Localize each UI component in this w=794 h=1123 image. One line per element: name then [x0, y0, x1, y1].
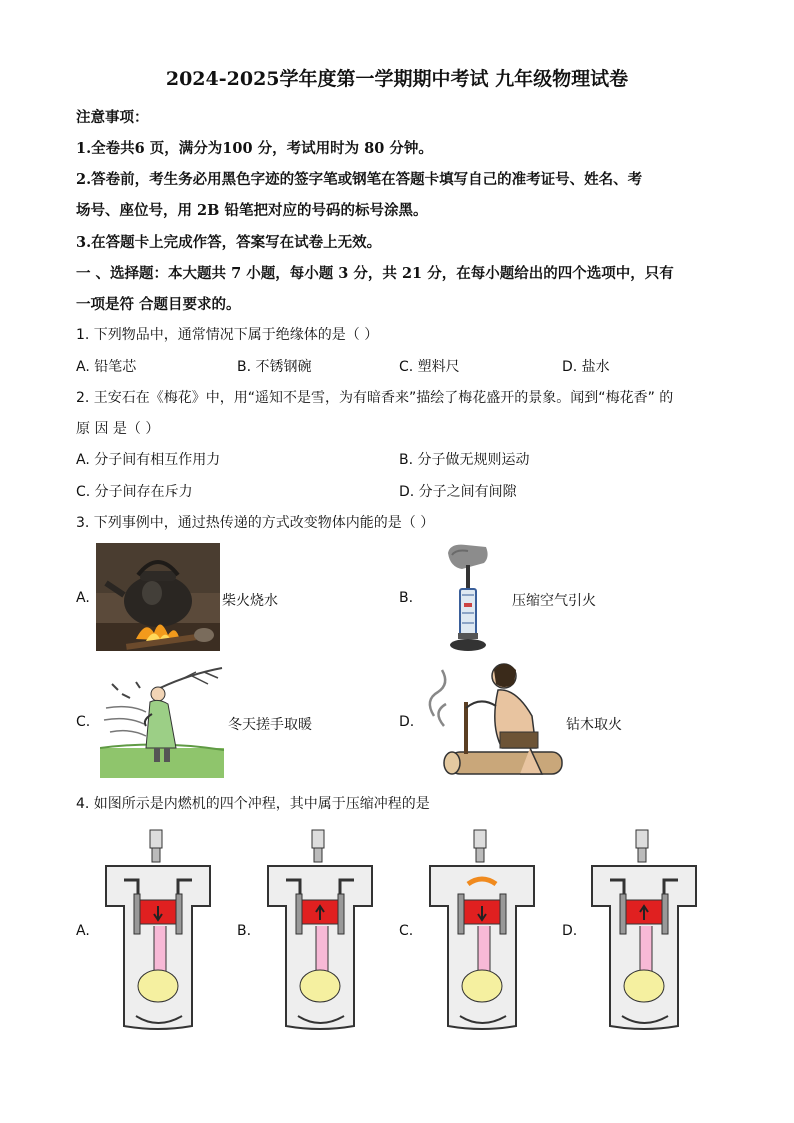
q3-option-c-caption: 冬天搓手取暖	[228, 717, 312, 733]
section-heading: 一 、选择题：本大题共 7 小题，每小题 3 分，共 21 分，在每小题给出的四个选项中，只有	[76, 265, 674, 282]
q4-option-b-letter: B.	[237, 923, 252, 939]
q3-stem: 3. 下列事例中，通过热传递的方式改变物体内能的是（ ）	[76, 515, 435, 531]
notice-item-2: 2.答卷前，考生务必用黑色字迹的签字笔或钢笔在答题卡填写自己的准考证号、姓名、考	[76, 171, 643, 188]
q2-option-d: D. 分子之间有间隙	[399, 484, 517, 500]
q3-option-d-caption: 钻木取火	[566, 717, 622, 733]
engine-stroke-b-diagram	[258, 826, 382, 1032]
q3-option-b-caption: 压缩空气引火	[512, 593, 596, 609]
q2-stem-cont: 原 因 是（ ）	[76, 421, 160, 437]
q3-option-c-letter: C.	[76, 714, 91, 730]
notice-heading: 注意事项：	[76, 109, 149, 126]
q4-stem: 4. 如图所示是内燃机的四个冲程，其中属于压缩冲程的是	[76, 796, 430, 812]
q4-option-d-letter: D.	[562, 923, 578, 939]
q2-option-c: C. 分子间存在斥力	[76, 484, 193, 500]
q2-stem: 2. 王安石在《梅花》中，用“遥知不是雪，为有暗香来”描绘了梅花盛开的景象。闻到“梅花香” 的	[76, 390, 674, 406]
kettle-fire-image	[96, 543, 220, 651]
page-title: 2024-2025学年度第一学期期中考试 九年级物理试卷	[165, 68, 629, 90]
q4-option-c-letter: C.	[399, 923, 414, 939]
notice-item-3: 3.在答题卡上完成作答，答案写在试卷上无效。	[76, 234, 382, 251]
engine-stroke-a-diagram	[96, 826, 220, 1032]
notice-item-1: 1.全卷共6 页，满分为100 分，考试用时为 80 分钟。	[76, 140, 433, 157]
q1-option-b: B. 不锈钢碗	[237, 359, 312, 375]
q1-option-c: C. 塑料尺	[399, 359, 460, 375]
q2-option-a: A. 分子间有相互作用力	[76, 452, 221, 468]
q3-option-b-letter: B.	[399, 590, 414, 606]
air-pump-image	[440, 541, 496, 653]
q3-option-d-letter: D.	[399, 714, 415, 730]
section-heading-cont: 一项是符 合题目要求的。	[76, 296, 241, 313]
winter-hands-image	[100, 664, 224, 778]
q1-option-a: A. 铅笔芯	[76, 359, 137, 375]
engine-stroke-c-diagram	[420, 826, 544, 1032]
q3-option-a-caption: 柴火烧水	[222, 593, 278, 609]
q3-option-a-letter: A.	[76, 590, 90, 606]
drilling-wood-image	[420, 656, 564, 782]
engine-stroke-d-diagram	[582, 826, 706, 1032]
notice-item-2-cont: 场号、座位号，用 2B 铅笔把对应的号码的标号涂黑。	[76, 202, 428, 219]
q1-stem: 1. 下列物品中，通常情况下属于绝缘体的是（ ）	[76, 327, 379, 343]
q2-option-b: B. 分子做无规则运动	[399, 452, 530, 468]
q4-option-a-letter: A.	[76, 923, 90, 939]
q1-option-d: D. 盐水	[562, 359, 610, 375]
